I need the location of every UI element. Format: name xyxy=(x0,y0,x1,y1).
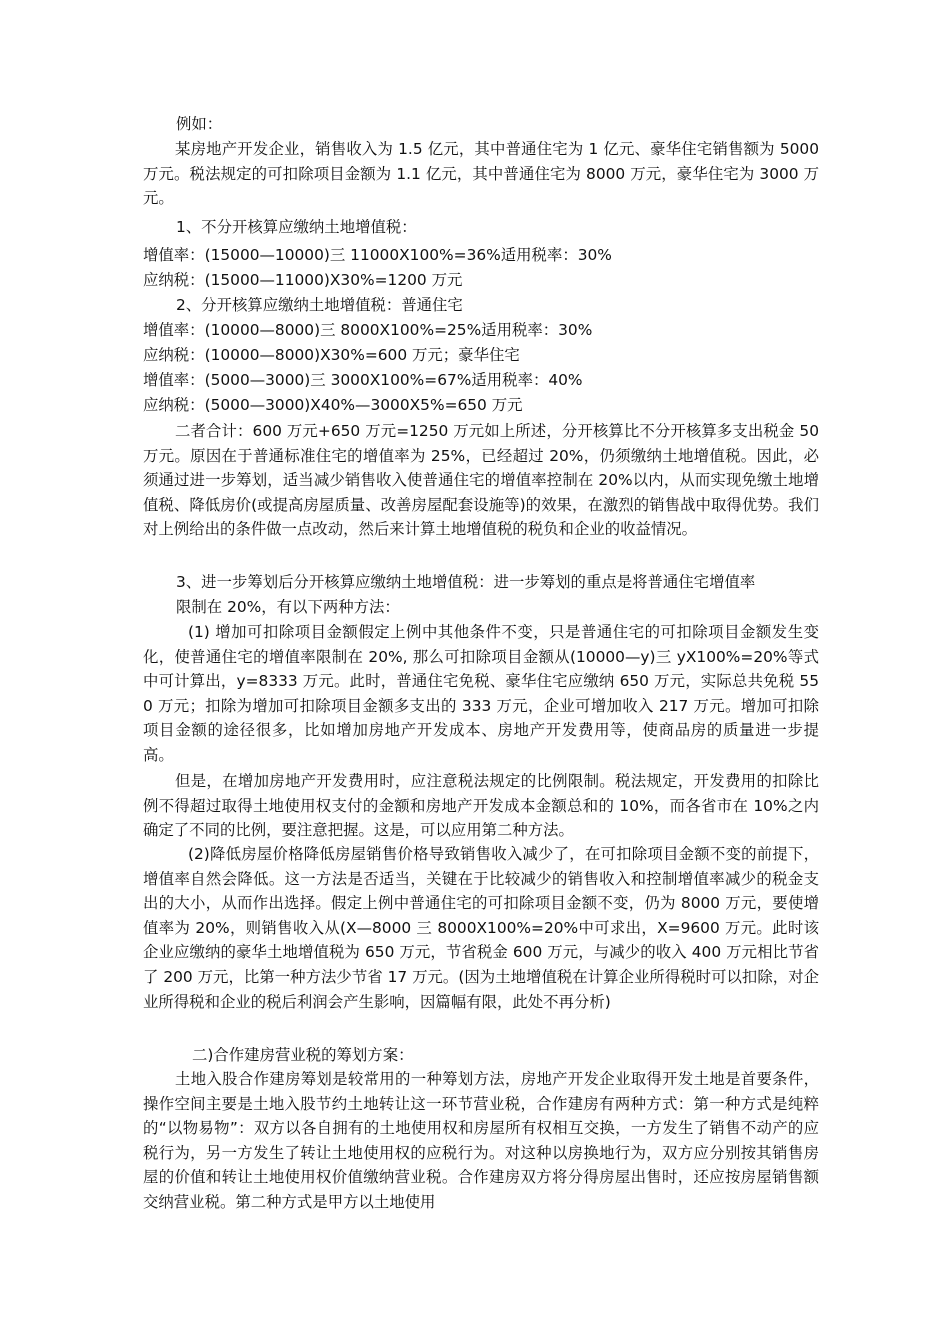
case2-rate-line-luxury: 增值率：(5000—3000)三 3000X100%=67%适用税率：40% xyxy=(143,371,583,389)
example-paragraph: 某房地产开发企业，销售收入为 1.5 亿元，其中普通住宅为 1 亿元、豪华住宅销售额为 5000 万元。税法规定的可扣除项目金额为 1.1 亿元，其中普通住宅为 8000 万元，豪华住宅为 3000 万元。 xyxy=(143,140,819,208)
section2-heading: 二)合作建房营业税的筹划方案： xyxy=(192,1046,414,1064)
method1-paragraph: (1) 增加可扣除项目金额假定上例中其他条件不变，只是普通住宅的可扣除项目金额发生变化，使普通住宅的增值率限制在 20%, 那么可扣除项目金额从(10000—y)三 yX100%=20%等式中可计算出，y=8333 万元。此时，普通住宅免税、豪华住宅应缴纳 650 万元，实际总共免税 550 万元；扣除为增加可扣除项目金额多支出的 333 万元，企业可增加收入 217 万元。增加可扣除项目金额的途径很多，比如增加房地产开发成本、房地产开发费用等，使商品房的质量进一步提高。 xyxy=(143,623,819,764)
case2-rate-line-ordinary: 增值率：(10000—8000)三 8000X100%=25%适用税率：30% xyxy=(143,321,593,339)
case3-heading-line2: 限制在 20%，有以下两种方法： xyxy=(176,598,400,616)
coop-paragraph: 土地入股合作建房筹划是较常用的一种筹划方法，房地产开发企业取得开发土地是首要条件，操作空间主要是土地入股节约土地转让这一环节营业税，合作建房有两种方式：第一种方式是纯粹的“以物易物”：双方以各自拥有的土地使用权和房屋所有权相互交换，一方发生了销售不动产的应税行为，另一方发生了转让土地使用权的应税行为。对这种以房换地行为，双方应分别按其销售房屋的价值和转让土地使用权价值缴纳营业税。合作建房双方将分得房屋出售时，还应按房屋销售额交纳营业税。第二种方式是甲方以土地使用 xyxy=(143,1070,819,1211)
method2-paragraph: (2)降低房屋价格降低房屋销售价格导致销售收入减少了，在可扣除项目金额不变的前提下，增值率自然会降低。这一方法是否适当，关键在于比较减少的销售收入和控制增值率减少的税金支出的大小，从而作出选择。假定上例中普通住宅的可扣除项目金额不变，仍为 8000 万元，要使增值率为 20%，则销售收入从(X—8000 三 8000X100%=20%中可求出，X=9600 万元。此时该企业应缴纳的豪华土地增值税为 650 万元，节省税金 600 万元，与减少的收入 400 万元相比节省了 200 万元，比第一种方法少节省 17 万元。(因为土地增值税在计算企业所得税时可以扣除，对企业所得税和企业的税后利润会产生影响，因篇幅有限，此处不再分析) xyxy=(143,845,819,1011)
limit-paragraph: 但是，在增加房地产开发费用时，应注意税法规定的比例限制。税法规定，开发费用的扣除比例不得超过取得土地使用权支付的金额和房地产开发成本金额总和的 10%，而各省市在 10%之内确定了不同的比例，要注意把握。这是，可以应用第二种方法。 xyxy=(143,772,819,840)
intro-label: 例如： xyxy=(176,115,223,133)
case2-tax-line-luxury: 应纳税：(5000—3000)X40%—3000X5%=650 万元 xyxy=(143,396,523,414)
case3-heading-line1: 3、进一步筹划后分开核算应缴纳土地增值税：进一步筹划的重点是将普通住宅增值率 xyxy=(176,573,756,591)
case1-tax-line: 应纳税：(15000—11000)X30%=1200 万元 xyxy=(143,271,463,289)
summary-paragraph: 二者合计：600 万元+650 万元=1250 万元如上所述，分开核算比不分开核算多支出税金 50 万元。原因在于普通标准住宅的增值率为 25%，已经超过 20%，仍须缴纳土地增值税。因此，必须通过进一步筹划，适当减少销售收入使普通住宅的增值率控制在 20%以内，从而实现免缴土地增值税、降低房价(或提高房屋质量、改善房屋配套设施等)的效果，在激烈的销售战中取得优势。我们对上例给出的条件做一点改动，然后来计算土地增值税的税负和企业的收益情况。 xyxy=(143,422,819,539)
case2-tax-line-ordinary: 应纳税：(10000—8000)X30%=600 万元；豪华住宅 xyxy=(143,346,520,364)
case1-heading: 1、不分开核算应缴纳土地增值税： xyxy=(176,218,417,236)
case1-rate-line: 增值率：(15000—10000)三 11000X100%=36%适用税率：30% xyxy=(143,246,612,264)
case2-heading: 2、分开核算应缴纳土地增值税：普通住宅 xyxy=(176,296,463,314)
